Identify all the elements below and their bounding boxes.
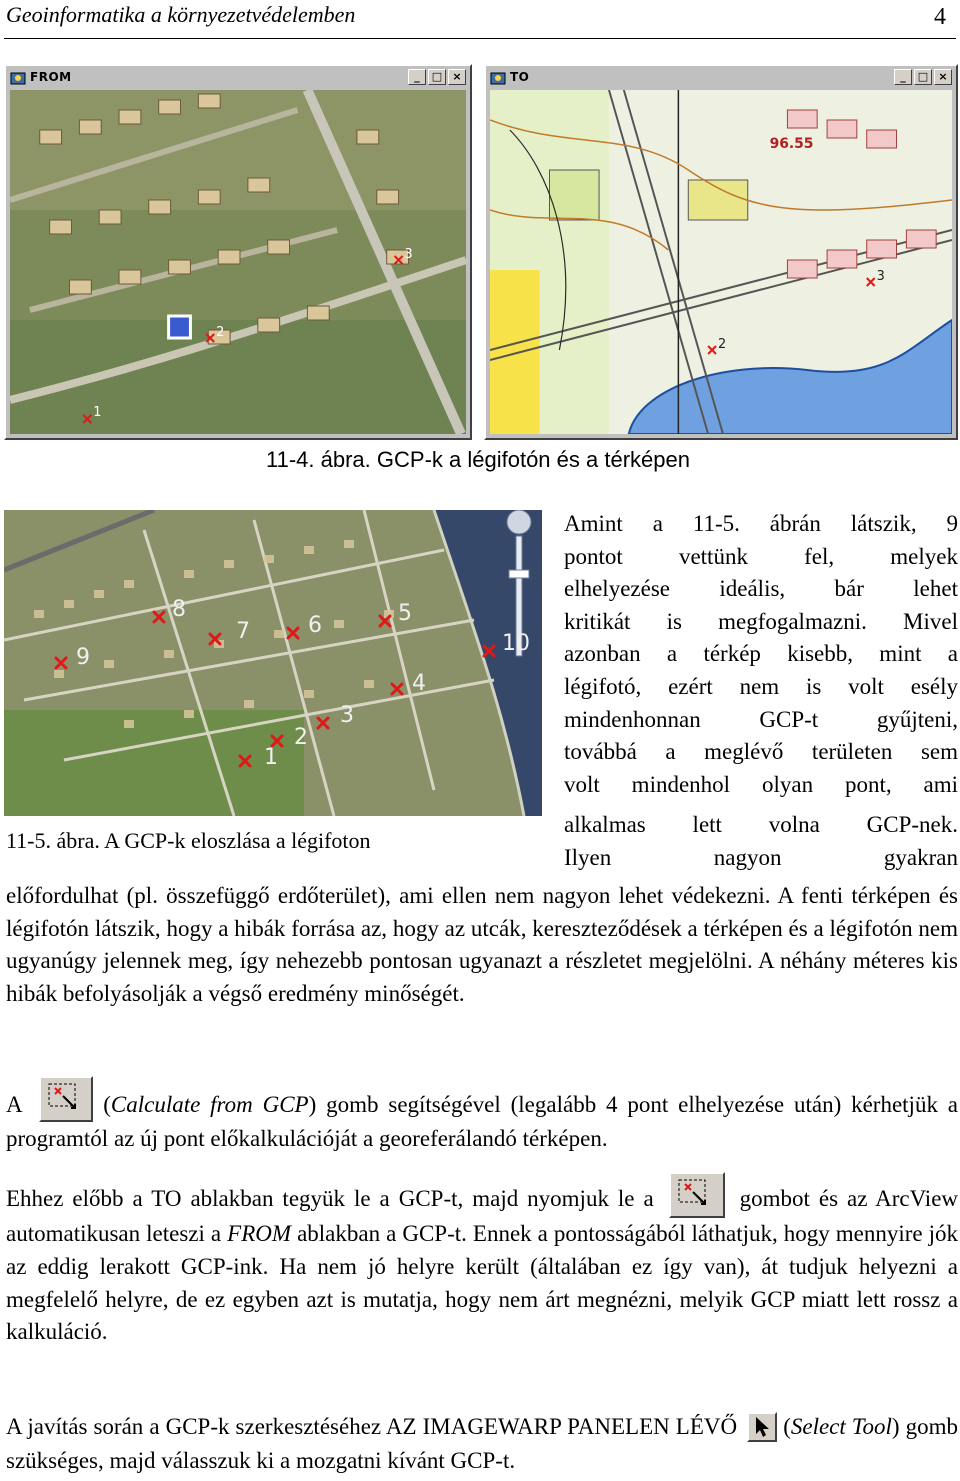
gcp-distribution-photo xyxy=(4,510,542,816)
paragraph-text: előfordulhat (pl. összefüggő erdőterület), ami ellen nem nagyon lehet védekezni. A fenti térképen és légifotón látszik, hogy a hibák forrása az, hogy az utcák, kereszteződések a térképen és a légifotón nem ugyanúgy jelennek meg, így nehezebb pontosan ugyanazt a részletet megjelölni. A néhány méteres kis hibák befolyásolják a végső eredmény minőségét. xyxy=(6,883,958,1006)
aerial-photo xyxy=(10,90,466,434)
svg-text:1: 1 xyxy=(264,745,278,770)
paragraph-calculate: A (Calculate from GCP) gomb segítségével (legalább 4 pont elhelyezése után) kérhetjük a programtól az új pont előkalkulációját a georeferálandó térképen. xyxy=(6,1076,958,1156)
paragraph-text: A javítás során a GCP-k szerkesztéséhez AZ IMAGEWARP PANELEN LÉVŐ xyxy=(6,1414,738,1439)
maximize-button[interactable]: □ xyxy=(914,69,932,85)
minimize-button[interactable]: _ xyxy=(894,69,912,85)
select-tool-label: Select Tool xyxy=(790,1414,892,1439)
paragraph-text: A xyxy=(6,1092,22,1117)
svg-text:1: 1 xyxy=(93,404,102,421)
right-column-text xyxy=(564,508,958,875)
calculate-gcp-icon xyxy=(41,1078,91,1120)
topographic-map xyxy=(490,90,952,434)
calculate-from-gcp-button[interactable] xyxy=(39,1076,93,1122)
to-window[interactable] xyxy=(484,64,958,440)
paragraph-text: ) gomb szükséges, majd válasszuk ki a mozgatni kívánt GCP-t. xyxy=(6,1414,958,1473)
page-number: 4 xyxy=(934,4,946,30)
figure-caption-11-4: 11-4. ábra. GCP-k a légifotón és a térképen xyxy=(266,447,690,472)
text-line: mindenhonnan GCP-t gyűjteni, xyxy=(564,706,958,732)
svg-text:2: 2 xyxy=(294,725,308,750)
svg-text:2: 2 xyxy=(216,324,225,341)
text-line: kritikát is megfogalmazni. Mivel xyxy=(564,608,958,634)
paragraph-select-tool: A javítás során a GCP-k szerkesztéséhez AZ IMAGEWARP PANELEN LÉVŐ (Select Tool) gomb szükséges, majd válasszuk ki a mozgatni kívánt GCP-t. xyxy=(6,1414,958,1473)
from-window-titlebar[interactable] xyxy=(8,68,468,88)
text-line: alkalmas lett volna GCP-nek. xyxy=(564,812,958,838)
paragraph-to-window xyxy=(6,1172,958,1349)
map-height-label: 96.55 xyxy=(769,135,814,153)
arrow-cursor-icon xyxy=(749,1414,775,1440)
aerial-photo-view[interactable] xyxy=(10,90,466,434)
svg-text:6: 6 xyxy=(308,613,322,638)
text-line: volt mindenhol olyan pont, ami xyxy=(564,771,958,797)
window-app-icon xyxy=(10,70,26,86)
svg-text:10: 10 xyxy=(502,631,530,656)
svg-text:3: 3 xyxy=(340,703,354,728)
header-divider xyxy=(4,38,956,39)
svg-text:3: 3 xyxy=(404,246,413,263)
calculate-from-gcp-label: Calculate from GCP xyxy=(110,1092,309,1117)
aerial-overview xyxy=(4,510,542,816)
paragraph-errors xyxy=(6,880,958,1010)
paragraph-text: ) gomb segítségével (legalább 4 pont elhelyezése után) kérhetjük a programtól az új pont előkalkulációját a georeferálandó térképen. xyxy=(6,1092,958,1151)
paragraph-text: gombot és az ArcView automatikusan leteszi a xyxy=(6,1186,959,1246)
from-window[interactable] xyxy=(4,64,472,440)
from-window-title: FROM xyxy=(30,70,72,84)
text-line: pontot vettünk fel, melyek xyxy=(564,543,958,569)
svg-text:8: 8 xyxy=(172,597,186,622)
calculate-gcp-icon xyxy=(671,1174,723,1216)
svg-text:9: 9 xyxy=(76,645,90,670)
text-line: továbbá a meglévő területen sem xyxy=(564,739,958,765)
text-line: légifotó, ezért nem is volt esély xyxy=(564,673,958,699)
to-window-titlebar[interactable] xyxy=(488,68,954,88)
figure-caption-11-5: 11-5. ábra. A GCP-k eloszlása a légifoton xyxy=(6,828,371,853)
from-window-reference: FROM xyxy=(227,1221,292,1246)
close-button[interactable]: × xyxy=(934,69,952,85)
paragraph-text: Ehhez előbb a TO ablakban tegyük le a GCP-t, majd nyomjuk le a xyxy=(6,1186,654,1211)
svg-text:5: 5 xyxy=(398,601,412,626)
svg-text:3: 3 xyxy=(876,268,885,285)
to-window-title: TO xyxy=(510,70,530,84)
map-view[interactable] xyxy=(490,90,952,434)
window-app-icon xyxy=(490,70,506,86)
text-line: azonban a térkép kisebb, mint a xyxy=(564,641,958,667)
text-line: Ilyen nagyon gyakran xyxy=(564,844,958,870)
select-tool-button[interactable] xyxy=(747,1412,777,1442)
close-button[interactable]: × xyxy=(448,69,466,85)
text-line: Amint a 11-5. ábrán látszik, 9 xyxy=(564,511,958,536)
minimize-button[interactable]: _ xyxy=(408,69,426,85)
text-line: elhelyezése ideális, bár lehet xyxy=(564,576,958,602)
svg-text:7: 7 xyxy=(236,619,250,644)
maximize-button[interactable]: □ xyxy=(428,69,446,85)
svg-text:4: 4 xyxy=(412,671,426,696)
selected-gcp-marker xyxy=(169,316,191,338)
paragraph-text: ablakban a GCP-t. Ennek a pontosságából láthatjuk, hogy mennyire jók az eddig lerakott GCP-ink. Ha nem jó helyre került (általában ez így van), át tudjuk helyezni a megfelelő helyre, de ez egyben azt is mutatja, hogy nem árt megnézni, melyik GCP miatt lett rossz a kalkuláció. xyxy=(6,1221,959,1345)
calculate-from-gcp-button[interactable] xyxy=(669,1172,725,1218)
document-header-title: Geoinformatika a környezetvédelemben xyxy=(6,2,356,27)
svg-text:2: 2 xyxy=(718,336,727,353)
